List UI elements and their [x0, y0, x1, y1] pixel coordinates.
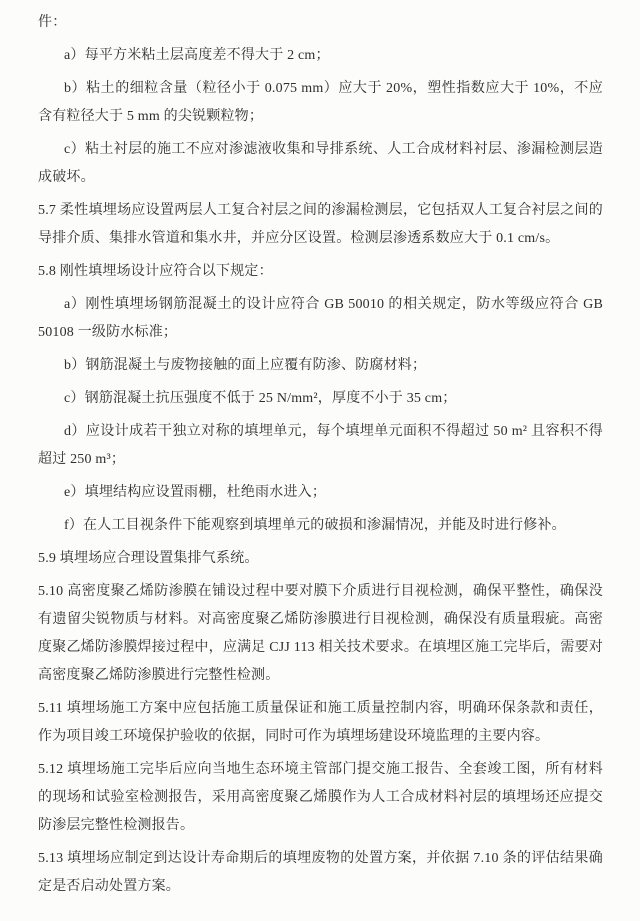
section-5-11: 5.11 填埋场施工方案中应包括施工质量保证和施工质量控制内容，明确环保条款和责任，作为项目竣工环境保护验收的依据，同时可作为填埋场建设环境监理的主要内容。 [38, 701, 603, 744]
clause-b-clay-particles: b）粘土的细粒含量（粒径小于 0.075 mm）应大于 20%，塑性指数应大于 10%，不应含有粒径大于 5 mm 的尖锐颗粒物； [38, 81, 603, 124]
clause-5-8-c-concrete-strength: c）钢筋混凝土抗压强度不低于 25 N/mm²，厚度不小于 35 cm； [64, 391, 457, 406]
section-5-10: 5.10 高密度聚乙烯防渗膜在铺设过程中要对膜下介质进行目视检测，确保平整性，确保没有遗留尖锐物质与材料。对高密度聚乙烯防渗膜进行目视检测，确保没有质量瑕疵。高密度聚乙烯防渗膜焊接过程中，应满足 CJJ 113 相关技术要求。在填埋区施工完毕后，需要对高密度聚乙烯防渗膜进行完整性检测。 [38, 584, 603, 683]
clause-5-8-e-rain-shelter: e）填埋结构应设置雨棚，杜绝雨水进入； [64, 485, 327, 500]
section-5-9: 5.9 填埋场应合理设置集排气系统。 [38, 551, 259, 566]
clause-5-8-d-cell-size: d）应设计成若干独立对称的填埋单元，每个填埋单元面积不得超过 50 m² 且容积不得超过 250 m³； [38, 424, 603, 467]
clause-5-8-a-concrete-design: a）刚性填埋场钢筋混凝土的设计应符合 GB 50010 的相关规定，防水等级应符合 GB 50108 一级防水标准； [38, 297, 603, 340]
section-5-8: 5.8 刚性填埋场设计应符合以下规定： [38, 264, 273, 279]
clause-c-clay-liner-construction: c）粘土衬层的施工不应对渗滤液收集和导排系统、人工合成材料衬层、渗漏检测层造成破坏。 [38, 142, 603, 185]
clause-5-8-b-concrete-coating: b）钢筋混凝土与废物接触的面上应覆有防渗、防腐材料； [64, 358, 427, 373]
clause-5-8-f-visual-inspection: f）在人工目视条件下能观察到填埋单元的破损和渗漏情况，并能及时进行修补。 [64, 518, 566, 533]
section-5-12: 5.12 填埋场施工完毕后应向当地生态环境主管部门提交施工报告、全套竣工图，所有材料的现场和试验室检测报告，采用高密度聚乙烯膜作为人工合成材料衬层的填埋场还应提交防渗层完整性检测报告。 [38, 762, 603, 833]
section-5-13: 5.13 填埋场应制定到达设计寿命期后的填埋废物的处置方案，并依据 7.10 条的评估结果确定是否启动处置方案。 [38, 851, 603, 894]
continuation-line: 件： [38, 15, 67, 30]
section-5-7: 5.7 柔性填埋场应设置两层人工复合衬层之间的渗漏检测层，它包括双人工复合衬层之间的导排介质、集排水管道和集水井，并应分区设置。检测层渗透系数应大于 0.1 cm/s。 [38, 203, 603, 246]
clause-a-clay-height: a）每平方米粘土层高度差不得大于 2 cm； [64, 48, 330, 63]
